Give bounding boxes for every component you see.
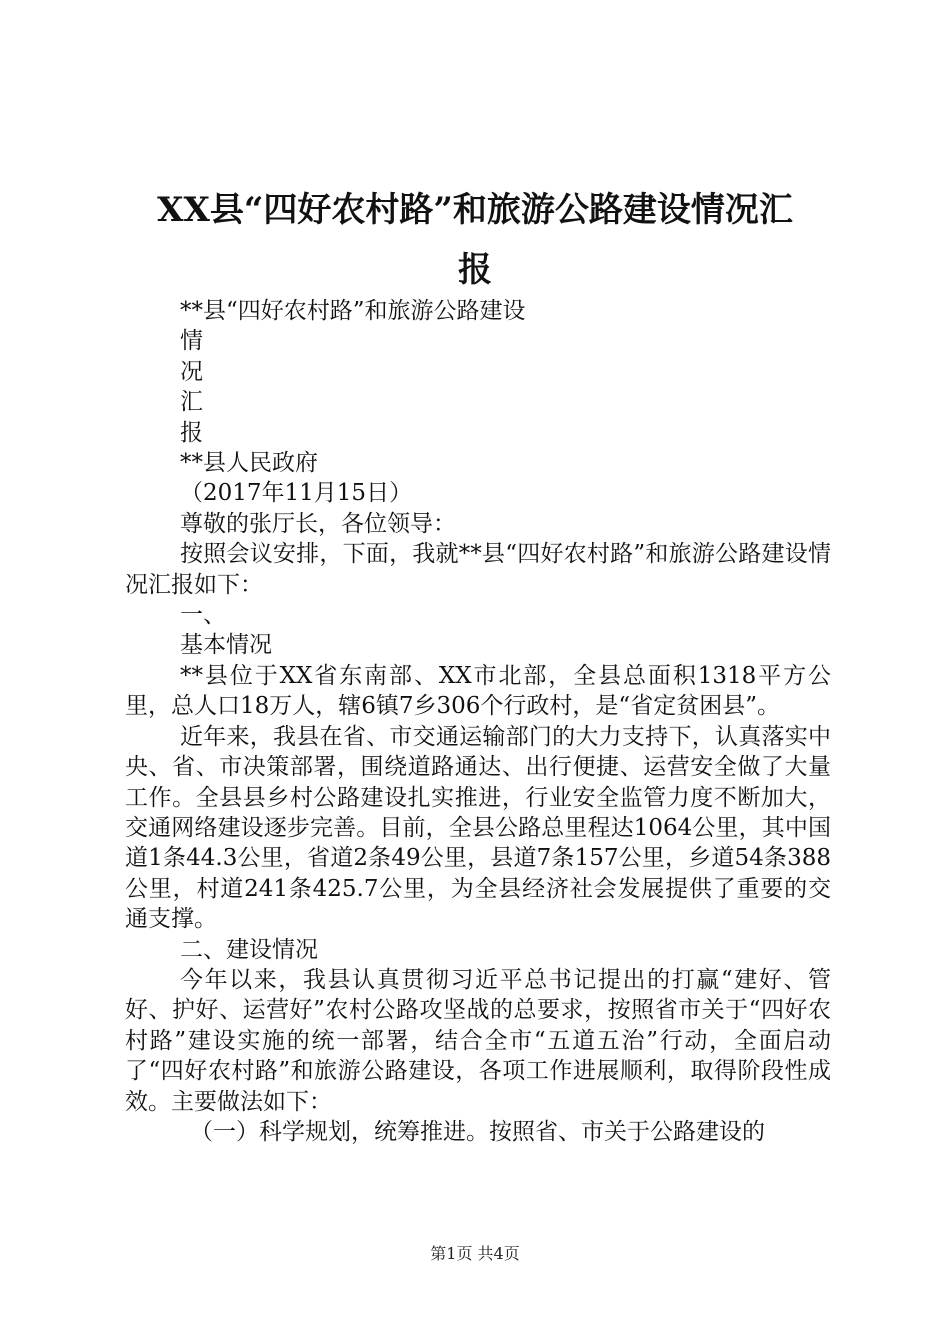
page-footer: 第1页 共4页 [430,1244,520,1263]
report-date: （2017年11月15日） [180,480,413,507]
paragraph-this-year: 今年以来，我县认真贯彻习近平总书记提出的打赢“建好、管好、护好、运营好”农村公路攻坚战的总要求，按照省市关于“四好农村路”建设实施的统一部署，结合全市“五道五治”行动，全面启动了“四好农村路”和旅游公路建设，各项工作进展顺利，取得阶段性成效。主要做法如下： [125,966,831,1115]
document-body [125,296,831,1147]
document-title-line-1: XX县“四好农村路”和旅游公路建设情况汇 [157,190,793,230]
paragraph-basic-info: **县位于XX省东南部、XX市北部，全县总面积1318平方公里，总人口18万人，辖6镇7乡306个行政村，是“省定贫困县”。 [125,662,831,720]
subtitle-char: 情 [180,328,203,355]
subtitle-char: 况 [180,358,203,385]
subtitle-char: 报 [180,419,203,446]
salutation: 尊敬的张厅长，各位领导： [180,510,456,537]
section-1-number: 一、 [180,602,226,629]
subtitle: **县“四好农村路”和旅游公路建设 [180,298,526,324]
paragraph-recent-years: 近年来，我县在省、市交通运输部门的大力支持下，认真落实中央、省、市决策部署，围绕道路通达、出行便捷、运营安全做了大量工作。全县县乡村公路建设扎实推进，行业安全监管力度不断加大，交通网络建设逐步完善。目前，全县公路总里程达1064公里，其中国道1条44.3公里，省道2条49公里，县道7条157公里，乡道54条388公里，村道241条425.7公里，为全县经济社会发展提供了重要的交通支撑。 [125,723,831,933]
issuer: **县人民政府 [180,450,318,477]
section-1-title: 基本情况 [180,632,272,659]
document-title-line-2: 报 [458,250,492,290]
subtitle-char: 汇 [180,389,203,416]
paragraph-planning: （一）科学规划，统筹推进。按照省、市关于公路建设的 [190,1118,765,1145]
intro-paragraph: 按照会议安排，下面，我就**县“四好农村路”和旅游公路建设情况汇报如下： [125,541,831,598]
section-2-heading: 二、建设情况 [180,936,318,963]
